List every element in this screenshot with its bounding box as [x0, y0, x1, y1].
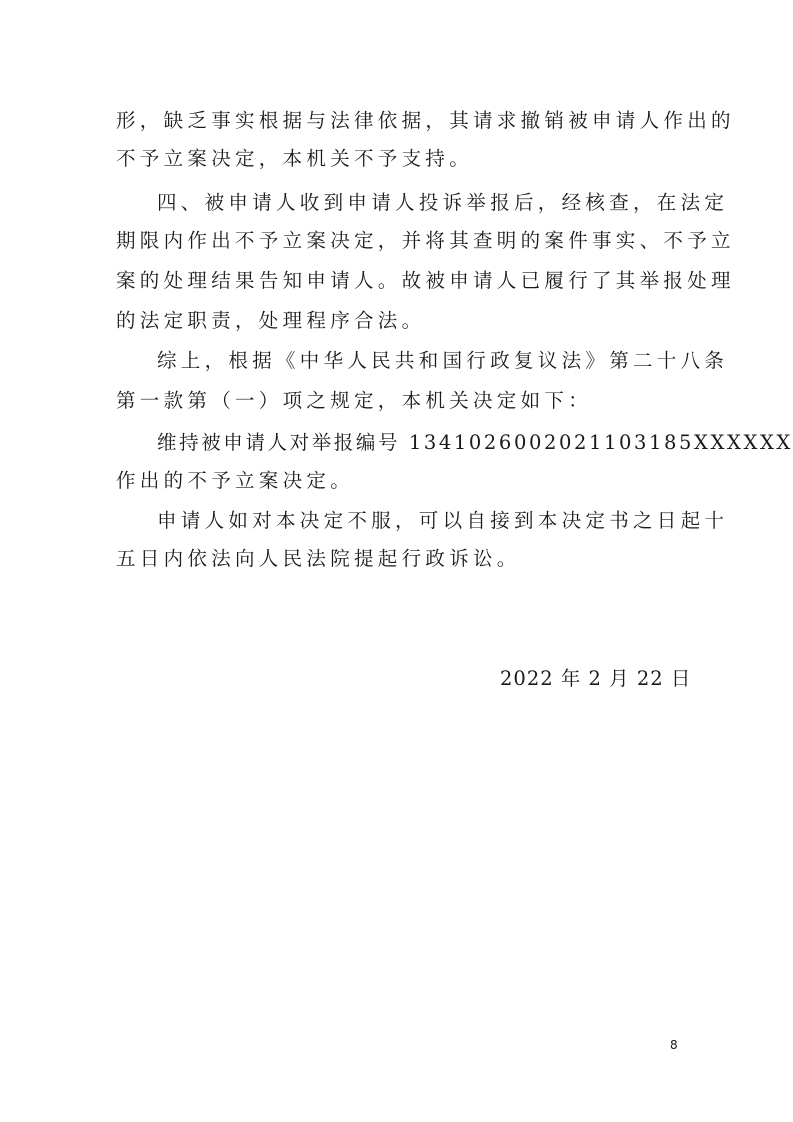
paragraph-line: 四、被申请人收到申请人投诉举报后，经核查，在法定 — [157, 191, 729, 214]
paragraph-line: 作出的不予立案决定。 — [116, 469, 355, 492]
paragraph-line: 形，缺乏事实根据与法律依据，其请求撤销被申请人作出的 — [116, 109, 735, 132]
decision-date: 2022 年 2 月 22 日 — [500, 667, 692, 690]
paragraph-line: 申请人如对本决定不服，可以自接到本决定书之日起十 — [157, 509, 729, 532]
page-number: 8 — [670, 1038, 678, 1052]
paragraph-line: 不予立案决定，本机关不予支持。 — [116, 147, 474, 170]
paragraph-line: 维持被申请人对举报编号 1341026002021103185XXXXXX — [157, 431, 793, 454]
paragraph-line: 期限内作出不予立案决定，并将其查明的案件事实、不予立 — [116, 229, 735, 252]
paragraph-line: 第一款第（一）项之规定，本机关决定如下： — [116, 389, 593, 412]
paragraph-line: 五日内依法向人民法院提起行政诉讼。 — [116, 547, 521, 570]
paragraph-line: 的法定职责，处理程序合法。 — [116, 309, 426, 332]
paragraph-line: 案的处理结果告知申请人。故被申请人已履行了其举报处理 — [116, 269, 735, 292]
paragraph-line: 综上，根据《中华人民共和国行政复议法》第二十八条 — [157, 349, 729, 372]
